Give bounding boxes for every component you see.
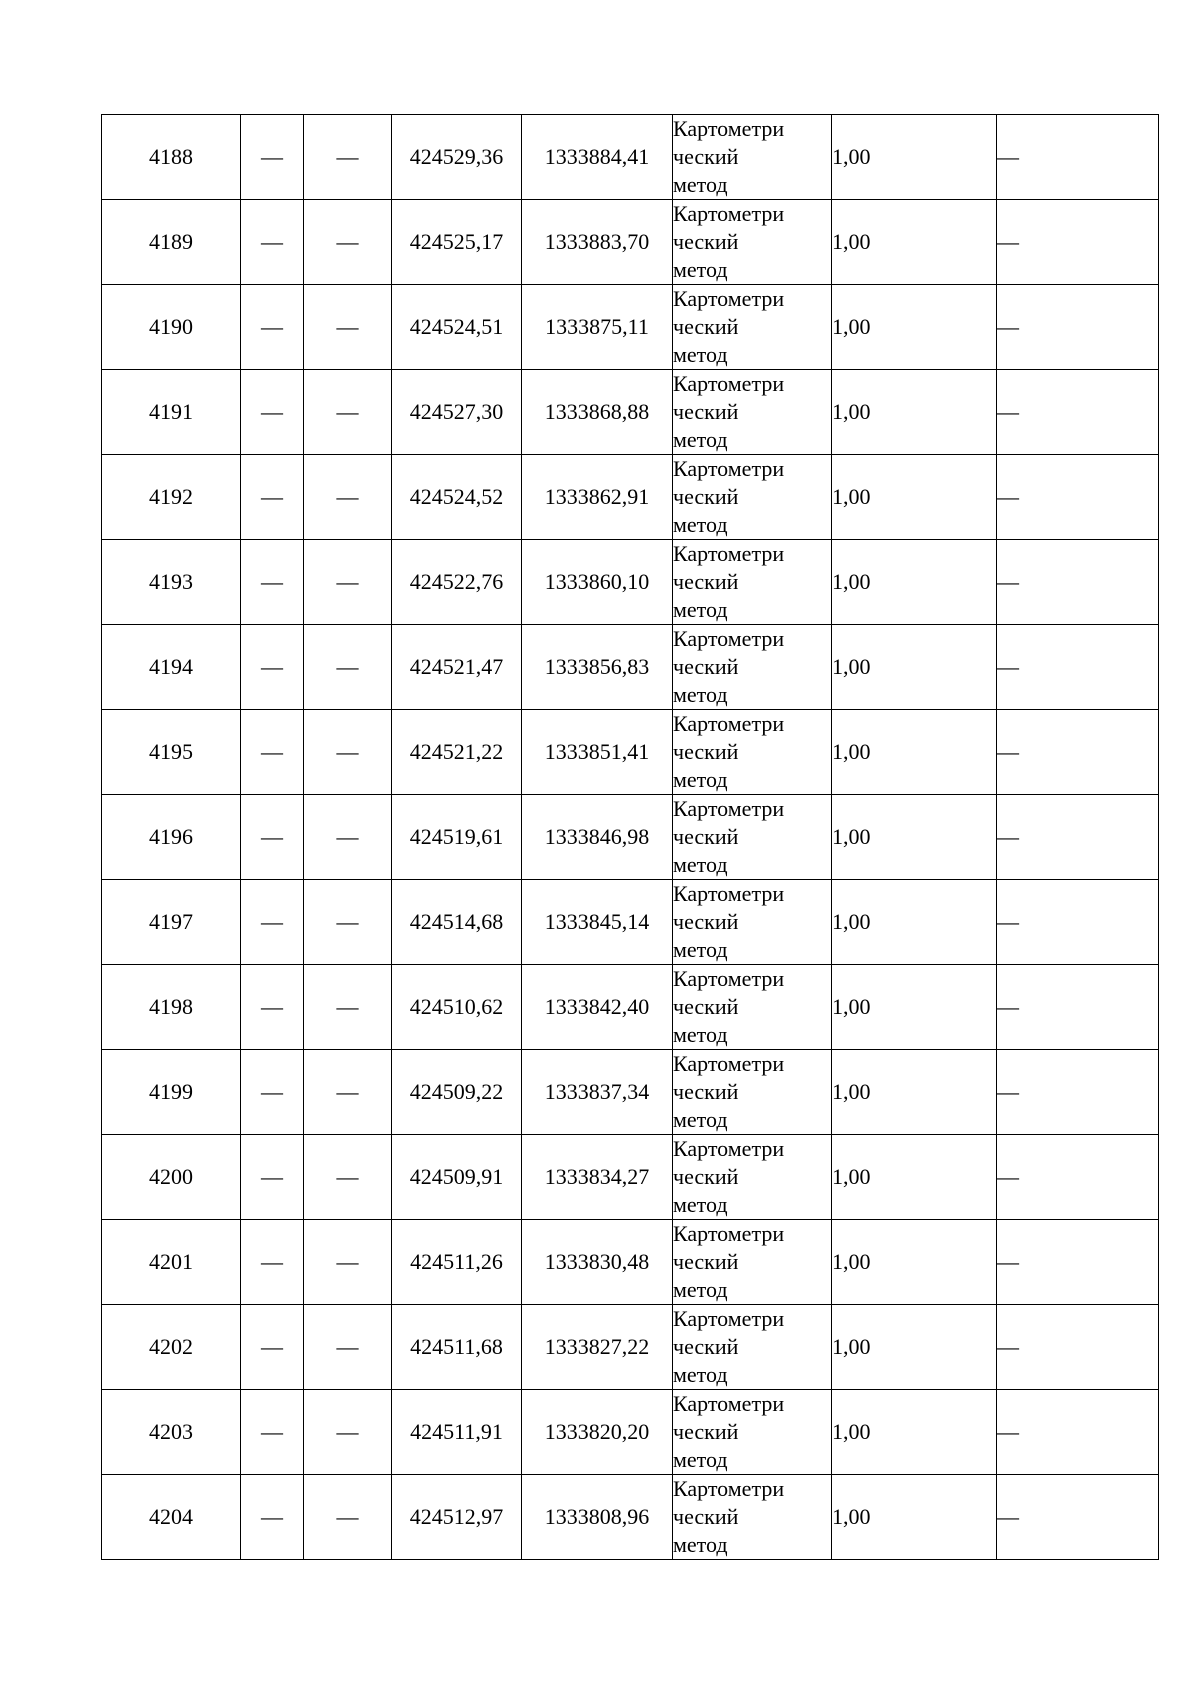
old-x-cell: —: [241, 285, 304, 370]
old-y-cell: —: [304, 115, 392, 200]
x-coordinate-cell: 424529,36: [392, 115, 522, 200]
description-cell: —: [997, 285, 1159, 370]
old-y-cell: —: [304, 1050, 392, 1135]
accuracy-cell: 1,00: [832, 1475, 997, 1560]
method-cell: Картометри ческий метод: [673, 115, 832, 200]
table-row: [102, 455, 1159, 540]
method-cell: Картометри ческий метод: [673, 540, 832, 625]
old-x-cell: —: [241, 965, 304, 1050]
method-cell: Картометри ческий метод: [673, 200, 832, 285]
old-x-cell: —: [241, 710, 304, 795]
y-coordinate-cell: 1333884,41: [522, 115, 673, 200]
old-y-cell: —: [304, 965, 392, 1050]
x-coordinate-cell: 424527,30: [392, 370, 522, 455]
x-coordinate-cell: 424511,68: [392, 1305, 522, 1390]
old-y-cell: —: [304, 710, 392, 795]
accuracy-cell: 1,00: [832, 1390, 997, 1475]
description-cell: —: [997, 1220, 1159, 1305]
method-cell: Картометри ческий метод: [673, 880, 832, 965]
point-number-cell: 4204: [102, 1475, 241, 1560]
x-coordinate-cell: 424511,91: [392, 1390, 522, 1475]
accuracy-cell: 1,00: [832, 455, 997, 540]
point-number-cell: 4201: [102, 1220, 241, 1305]
point-number-cell: 4192: [102, 455, 241, 540]
old-x-cell: —: [241, 1390, 304, 1475]
point-number-cell: 4188: [102, 115, 241, 200]
method-cell: Картометри ческий метод: [673, 965, 832, 1050]
table-row: [102, 1475, 1159, 1560]
y-coordinate-cell: 1333842,40: [522, 965, 673, 1050]
table-row: [102, 1305, 1159, 1390]
accuracy-cell: 1,00: [832, 370, 997, 455]
old-x-cell: —: [241, 455, 304, 540]
old-y-cell: —: [304, 880, 392, 965]
y-coordinate-cell: 1333827,22: [522, 1305, 673, 1390]
accuracy-cell: 1,00: [832, 965, 997, 1050]
accuracy-cell: 1,00: [832, 540, 997, 625]
point-number-cell: 4191: [102, 370, 241, 455]
accuracy-cell: 1,00: [832, 1135, 997, 1220]
old-x-cell: —: [241, 795, 304, 880]
x-coordinate-cell: 424524,51: [392, 285, 522, 370]
method-cell: Картометри ческий метод: [673, 1305, 832, 1390]
x-coordinate-cell: 424524,52: [392, 455, 522, 540]
table-row: [102, 1135, 1159, 1220]
description-cell: —: [997, 625, 1159, 710]
old-x-cell: —: [241, 540, 304, 625]
table-row: [102, 1050, 1159, 1135]
coordinates-table: [101, 114, 1159, 1560]
old-y-cell: —: [304, 540, 392, 625]
table-row: [102, 370, 1159, 455]
x-coordinate-cell: 424509,22: [392, 1050, 522, 1135]
point-number-cell: 4195: [102, 710, 241, 795]
description-cell: —: [997, 370, 1159, 455]
point-number-cell: 4193: [102, 540, 241, 625]
old-x-cell: —: [241, 1050, 304, 1135]
y-coordinate-cell: 1333868,88: [522, 370, 673, 455]
description-cell: —: [997, 1305, 1159, 1390]
method-cell: Картометри ческий метод: [673, 1475, 832, 1560]
accuracy-cell: 1,00: [832, 1305, 997, 1390]
old-y-cell: —: [304, 1390, 392, 1475]
y-coordinate-cell: 1333820,20: [522, 1390, 673, 1475]
description-cell: —: [997, 795, 1159, 880]
old-x-cell: —: [241, 1135, 304, 1220]
table-row: [102, 1390, 1159, 1475]
x-coordinate-cell: 424514,68: [392, 880, 522, 965]
point-number-cell: 4194: [102, 625, 241, 710]
description-cell: —: [997, 1475, 1159, 1560]
point-number-cell: 4190: [102, 285, 241, 370]
y-coordinate-cell: 1333860,10: [522, 540, 673, 625]
description-cell: —: [997, 710, 1159, 795]
point-number-cell: 4203: [102, 1390, 241, 1475]
description-cell: —: [997, 115, 1159, 200]
accuracy-cell: 1,00: [832, 795, 997, 880]
method-cell: Картометри ческий метод: [673, 1135, 832, 1220]
accuracy-cell: 1,00: [832, 285, 997, 370]
method-cell: Картометри ческий метод: [673, 795, 832, 880]
table-row: [102, 710, 1159, 795]
description-cell: —: [997, 1390, 1159, 1475]
x-coordinate-cell: 424522,76: [392, 540, 522, 625]
old-x-cell: —: [241, 880, 304, 965]
old-x-cell: —: [241, 115, 304, 200]
accuracy-cell: 1,00: [832, 880, 997, 965]
y-coordinate-cell: 1333845,14: [522, 880, 673, 965]
accuracy-cell: 1,00: [832, 200, 997, 285]
description-cell: —: [997, 455, 1159, 540]
method-cell: Картометри ческий метод: [673, 455, 832, 540]
coordinates-table-body: [102, 115, 1159, 1560]
description-cell: —: [997, 1135, 1159, 1220]
old-y-cell: —: [304, 1305, 392, 1390]
accuracy-cell: 1,00: [832, 115, 997, 200]
y-coordinate-cell: 1333834,27: [522, 1135, 673, 1220]
old-y-cell: —: [304, 1135, 392, 1220]
y-coordinate-cell: 1333875,11: [522, 285, 673, 370]
y-coordinate-cell: 1333830,48: [522, 1220, 673, 1305]
table-row: [102, 965, 1159, 1050]
table-row: [102, 115, 1159, 200]
point-number-cell: 4197: [102, 880, 241, 965]
point-number-cell: 4202: [102, 1305, 241, 1390]
method-cell: Картометри ческий метод: [673, 1390, 832, 1475]
method-cell: Картометри ческий метод: [673, 370, 832, 455]
old-y-cell: —: [304, 200, 392, 285]
y-coordinate-cell: 1333862,91: [522, 455, 673, 540]
x-coordinate-cell: 424521,47: [392, 625, 522, 710]
table-row: [102, 540, 1159, 625]
x-coordinate-cell: 424510,62: [392, 965, 522, 1050]
old-y-cell: —: [304, 370, 392, 455]
old-y-cell: —: [304, 1475, 392, 1560]
point-number-cell: 4199: [102, 1050, 241, 1135]
table-row: [102, 1220, 1159, 1305]
old-x-cell: —: [241, 625, 304, 710]
old-x-cell: —: [241, 200, 304, 285]
point-number-cell: 4198: [102, 965, 241, 1050]
x-coordinate-cell: 424512,97: [392, 1475, 522, 1560]
accuracy-cell: 1,00: [832, 710, 997, 795]
old-x-cell: —: [241, 1305, 304, 1390]
x-coordinate-cell: 424525,17: [392, 200, 522, 285]
accuracy-cell: 1,00: [832, 1220, 997, 1305]
old-y-cell: —: [304, 1220, 392, 1305]
description-cell: —: [997, 540, 1159, 625]
old-x-cell: —: [241, 1475, 304, 1560]
method-cell: Картометри ческий метод: [673, 710, 832, 795]
y-coordinate-cell: 1333846,98: [522, 795, 673, 880]
method-cell: Картометри ческий метод: [673, 285, 832, 370]
method-cell: Картометри ческий метод: [673, 1220, 832, 1305]
x-coordinate-cell: 424511,26: [392, 1220, 522, 1305]
point-number-cell: 4196: [102, 795, 241, 880]
old-x-cell: —: [241, 370, 304, 455]
table-row: [102, 795, 1159, 880]
old-x-cell: —: [241, 1220, 304, 1305]
description-cell: —: [997, 965, 1159, 1050]
y-coordinate-cell: 1333856,83: [522, 625, 673, 710]
point-number-cell: 4189: [102, 200, 241, 285]
description-cell: —: [997, 200, 1159, 285]
table-row: [102, 200, 1159, 285]
y-coordinate-cell: 1333851,41: [522, 710, 673, 795]
y-coordinate-cell: 1333837,34: [522, 1050, 673, 1135]
method-cell: Картометри ческий метод: [673, 1050, 832, 1135]
x-coordinate-cell: 424521,22: [392, 710, 522, 795]
table-row: [102, 625, 1159, 710]
description-cell: —: [997, 880, 1159, 965]
old-y-cell: —: [304, 625, 392, 710]
y-coordinate-cell: 1333808,96: [522, 1475, 673, 1560]
accuracy-cell: 1,00: [832, 1050, 997, 1135]
x-coordinate-cell: 424519,61: [392, 795, 522, 880]
old-y-cell: —: [304, 795, 392, 880]
method-cell: Картометри ческий метод: [673, 625, 832, 710]
y-coordinate-cell: 1333883,70: [522, 200, 673, 285]
table-row: [102, 880, 1159, 965]
x-coordinate-cell: 424509,91: [392, 1135, 522, 1220]
old-y-cell: —: [304, 285, 392, 370]
description-cell: —: [997, 1050, 1159, 1135]
table-row: [102, 285, 1159, 370]
point-number-cell: 4200: [102, 1135, 241, 1220]
old-y-cell: —: [304, 455, 392, 540]
accuracy-cell: 1,00: [832, 625, 997, 710]
